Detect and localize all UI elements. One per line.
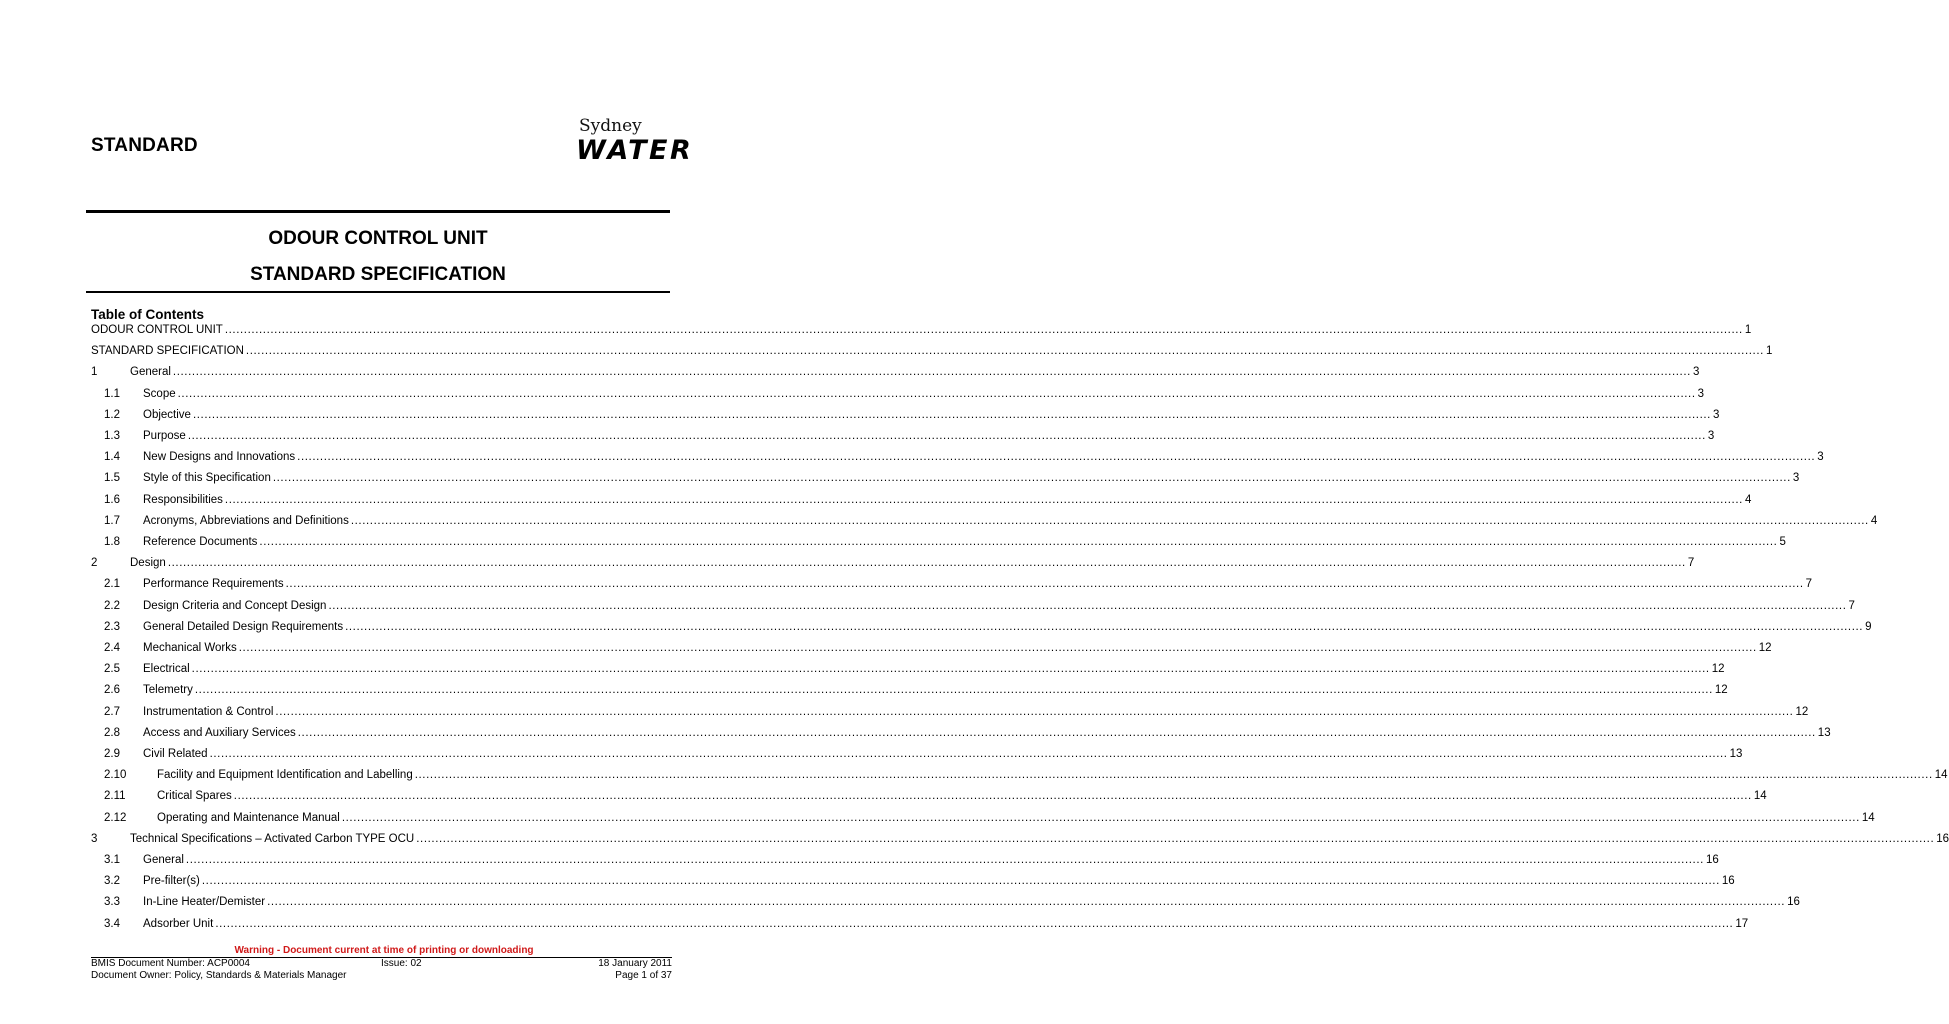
toc-entry-leader: ................................................................................................................................................................................................................................................................................................................................................................................................................ — [297, 726, 1816, 739]
toc-entry-leader: ................................................................................................................................................................................................................................................................................................................................................................................................................ — [209, 748, 1728, 760]
toc-entry-page: 17 — [1735, 917, 1749, 930]
toc-entry-number: 2.3 — [104, 620, 120, 633]
toc-entry-title: Scope — [143, 387, 176, 400]
logo-sydney-text: Sydney — [579, 116, 642, 136]
toc-entry-page: 16 — [1721, 875, 1735, 888]
toc-entry-page: 16 — [1936, 832, 1949, 845]
toc-entry-number: 2.11 — [104, 790, 126, 803]
toc-entry-title: Acronyms, Abbreviations and Definitions — [143, 514, 349, 527]
toc-entry-number: 1.8 — [104, 536, 120, 548]
footer-issue: Issue: 02 — [381, 958, 422, 969]
toc-entry-number: 1.6 — [104, 493, 120, 506]
toc-entry-number: 2.1 — [104, 578, 120, 591]
toc-entry-title: Style of this Specification — [143, 472, 271, 485]
toc-entry-title: Responsibilities — [143, 493, 223, 506]
toc-entry[interactable] — [104, 874, 1735, 889]
toc-entry-page: 16 — [1705, 854, 1719, 866]
logo-water-text: WATER — [576, 135, 694, 166]
toc-entry[interactable] — [104, 450, 1824, 465]
toc-entry-title: Technical Specifications – Activated Carbon TYPE OCU — [130, 832, 415, 845]
toc-entry[interactable] — [104, 641, 1772, 656]
toc-entry-page: 12 — [1714, 684, 1728, 697]
toc-entry-title: Pre-filter(s) — [143, 875, 200, 888]
toc-entry-page: 7 — [1805, 578, 1813, 591]
toc-entry-title: General Detailed Design Requirements — [143, 620, 344, 633]
toc-entry-leader: ................................................................................................................................................................................................................................................................................................................................................................................................................ — [245, 345, 1764, 358]
toc-entry-number: 1.5 — [104, 472, 120, 485]
toc-entry-leader: ................................................................................................................................................................................................................................................................................................................................................................................................................ — [267, 896, 1786, 909]
toc-entry-page: 1 — [1765, 345, 1773, 358]
toc-entry-page: 13 — [1817, 726, 1831, 739]
toc-entry-title: Adsorber Unit — [143, 917, 214, 930]
toc-entry[interactable] — [104, 577, 1813, 592]
toc-entry-number: 2.8 — [104, 726, 120, 739]
toc-entry-title: Telemetry — [143, 684, 193, 697]
toc-entry-number: 1 — [91, 366, 98, 379]
toc-entry-title: Facility and Equipment Identification and Labelling — [157, 769, 413, 782]
toc-entry-leader: ................................................................................................................................................................................................................................................................................................................................................................................................................ — [285, 578, 1804, 591]
toc-entry[interactable] — [91, 323, 1752, 338]
toc-entry-number: 3.1 — [104, 854, 120, 866]
toc-entry[interactable] — [104, 705, 1809, 720]
toc-entry[interactable] — [104, 620, 1872, 635]
toc-entry-leader: ................................................................................................................................................................................................................................................................................................................................................................................................................ — [238, 642, 1757, 654]
footer-doc-number: BMIS Document Number: ACP0004 — [91, 958, 250, 969]
footer-page-number: Page 1 of 37 — [615, 970, 672, 981]
toc-entry-page: 3 — [1792, 472, 1800, 485]
toc-entry[interactable] — [104, 726, 1831, 741]
toc-entry[interactable] — [104, 662, 1725, 677]
toc-entry-title: Design — [130, 557, 166, 570]
toc-entry-number: 3.2 — [104, 875, 120, 888]
toc-entry-leader: ................................................................................................................................................................................................................................................................................................................................................................................................................ — [272, 472, 1791, 485]
toc-entry-page: 13 — [1729, 748, 1743, 760]
toc-entry-page: 3 — [1697, 387, 1705, 400]
toc-entry-title: ODOUR CONTROL UNIT — [91, 324, 223, 336]
footer-date: 18 January 2011 — [598, 958, 672, 969]
toc-entry-title: Critical Spares — [157, 790, 232, 803]
toc-entry-leader: ................................................................................................................................................................................................................................................................................................................................................................................................................ — [350, 514, 1869, 527]
toc-entry-leader: ................................................................................................................................................................................................................................................................................................................................................................................................................ — [275, 705, 1794, 718]
toc-entry[interactable] — [104, 768, 1948, 783]
toc-entry[interactable] — [104, 599, 1855, 614]
toc-entry-title: STANDARD SPECIFICATION — [91, 345, 244, 358]
toc-entry-leader: ................................................................................................................................................................................................................................................................................................................................................................................................................ — [194, 684, 1713, 697]
toc-entry-title: Purpose — [143, 430, 186, 442]
toc-entry[interactable] — [104, 514, 1878, 529]
toc-entry-leader: ................................................................................................................................................................................................................................................................................................................................................................................................................ — [224, 324, 1743, 336]
toc-entry-title: General — [130, 366, 171, 379]
toc-entry[interactable] — [104, 493, 1752, 508]
toc-entry-title: Instrumentation & Control — [143, 705, 274, 718]
toc-entry[interactable] — [104, 408, 1720, 423]
toc-entry-leader: ................................................................................................................................................................................................................................................................................................................................................................................................................ — [177, 387, 1696, 400]
toc-entry-leader: ................................................................................................................................................................................................................................................................................................................................................................................................................ — [167, 557, 1686, 570]
toc-entry-leader: ................................................................................................................................................................................................................................................................................................................................................................................................................ — [187, 430, 1706, 442]
toc-entry-leader: ................................................................................................................................................................................................................................................................................................................................................................................................................ — [233, 790, 1752, 803]
document-title-line1: ODOUR CONTROL UNIT — [268, 228, 488, 249]
toc-entry[interactable] — [104, 535, 1786, 550]
toc-entry-leader: ................................................................................................................................................................................................................................................................................................................................................................................................................ — [297, 451, 1816, 464]
toc-entry-page: 7 — [1687, 557, 1695, 570]
toc-entry[interactable] — [91, 832, 1949, 847]
toc-entry-title: Civil Related — [143, 748, 208, 760]
toc-entry-title: Performance Requirements — [143, 578, 284, 591]
toc-entry-leader: ................................................................................................................................................................................................................................................................................................................................................................................................................ — [341, 811, 1860, 824]
toc-entry-leader: ................................................................................................................................................................................................................................................................................................................................................................................................................ — [191, 663, 1710, 676]
toc-entry-leader: ................................................................................................................................................................................................................................................................................................................................................................................................................ — [172, 366, 1691, 379]
toc-entry-number: 1.2 — [104, 408, 120, 421]
toc-heading: Table of Contents — [91, 307, 204, 322]
toc-entry-number: 2.6 — [104, 684, 120, 697]
toc-entry-title: Reference Documents — [143, 536, 258, 548]
document-title-line2: STANDARD SPECIFICATION — [250, 264, 506, 285]
toc-entry[interactable] — [104, 895, 1800, 910]
toc-entry[interactable] — [91, 365, 1700, 380]
toc-entry[interactable] — [104, 917, 1749, 932]
toc-entry-title: Mechanical Works — [143, 642, 237, 654]
toc-entry[interactable] — [104, 789, 1767, 804]
toc-entry-page: 4 — [1870, 514, 1878, 527]
toc-entry-number: 3.3 — [104, 896, 120, 909]
toc-entry-number: 3 — [91, 832, 98, 845]
toc-entry-number: 3.4 — [104, 917, 120, 930]
toc-entry-number: 2 — [91, 557, 98, 570]
toc-entry[interactable] — [91, 344, 1773, 359]
toc-entry-leader: ................................................................................................................................................................................................................................................................................................................................................................................................................ — [224, 493, 1743, 506]
toc-entry-leader: ................................................................................................................................................................................................................................................................................................................................................................................................................ — [345, 620, 1864, 633]
toc-entry[interactable] — [104, 387, 1705, 402]
toc-entry-number: 2.2 — [104, 599, 120, 612]
toc-entry-page: 14 — [1861, 811, 1875, 824]
toc-entry-number: 1.3 — [104, 430, 120, 442]
toc-entry-number: 2.9 — [104, 748, 120, 760]
toc-entry-leader: ................................................................................................................................................................................................................................................................................................................................................................................................................ — [215, 917, 1734, 930]
toc-entry-number: 2.5 — [104, 663, 120, 676]
toc-entry-page: 3 — [1707, 430, 1715, 442]
toc-entry-title: Electrical — [143, 663, 190, 676]
toc-entry-page: 14 — [1753, 790, 1767, 803]
toc-entry-page: 9 — [1865, 620, 1872, 633]
toc-entry-page: 5 — [1779, 536, 1786, 548]
toc-entry-number: 2.7 — [104, 705, 120, 718]
toc-entry-page: 4 — [1744, 493, 1752, 506]
toc-entry-page: 1 — [1744, 324, 1752, 336]
toc-entry-leader: ................................................................................................................................................................................................................................................................................................................................................................................................................ — [328, 599, 1847, 612]
toc-entry-title: General — [143, 854, 184, 866]
warning-notice: Warning - Document current at time of printing or downloading — [234, 945, 534, 956]
toc-entry-page: 3 — [1817, 451, 1824, 464]
toc-entry-title: Access and Auxiliary Services — [143, 726, 296, 739]
toc-entry-title: Objective — [143, 408, 191, 421]
toc-entry-page: 3 — [1692, 366, 1700, 379]
toc-entry-page: 3 — [1712, 408, 1720, 421]
toc-entry-leader: ................................................................................................................................................................................................................................................................................................................................................................................................................ — [201, 875, 1720, 888]
toc-entry[interactable] — [104, 471, 1800, 486]
toc-entry-page: 12 — [1758, 642, 1772, 654]
toc-entry-number: 1.1 — [104, 387, 120, 400]
toc-entry-leader: ................................................................................................................................................................................................................................................................................................................................................................................................................ — [185, 854, 1704, 866]
toc-entry-page: 14 — [1934, 769, 1948, 782]
toc-entry[interactable] — [91, 556, 1695, 571]
toc-entry-leader: ................................................................................................................................................................................................................................................................................................................................................................................................................ — [192, 408, 1711, 421]
footer-owner: Document Owner: Policy, Standards & Materials Manager — [91, 970, 347, 981]
document-type-label: STANDARD — [91, 135, 198, 156]
toc-entry-page: 16 — [1787, 896, 1800, 909]
toc-entry[interactable] — [104, 811, 1875, 826]
toc-entry-number: 2.4 — [104, 642, 120, 654]
toc-entry-title: In-Line Heater/Demister — [143, 896, 266, 909]
toc-entry[interactable] — [104, 747, 1743, 762]
toc-entry[interactable] — [104, 683, 1728, 698]
toc-entry-number: 2.10 — [104, 769, 127, 782]
toc-entry-page: 12 — [1795, 705, 1809, 718]
toc-entry[interactable] — [104, 853, 1719, 868]
toc-entry[interactable] — [104, 429, 1715, 444]
toc-entry-page: 7 — [1848, 599, 1855, 612]
toc-entry-number: 1.7 — [104, 514, 120, 527]
toc-entry-title: New Designs and Innovations — [143, 451, 296, 464]
toc-entry-title: Operating and Maintenance Manual — [157, 811, 340, 824]
toc-entry-page: 12 — [1711, 663, 1725, 676]
toc-entry-title: Design Criteria and Concept Design — [143, 599, 327, 612]
toc-entry-number: 1.4 — [104, 451, 120, 464]
toc-entry-leader: ................................................................................................................................................................................................................................................................................................................................................................................................................ — [414, 769, 1933, 782]
toc-entry-number: 2.12 — [104, 811, 127, 824]
toc-entry-leader: ................................................................................................................................................................................................................................................................................................................................................................................................................ — [416, 832, 1935, 845]
toc-entry-leader: ................................................................................................................................................................................................................................................................................................................................................................................................................ — [259, 536, 1778, 548]
